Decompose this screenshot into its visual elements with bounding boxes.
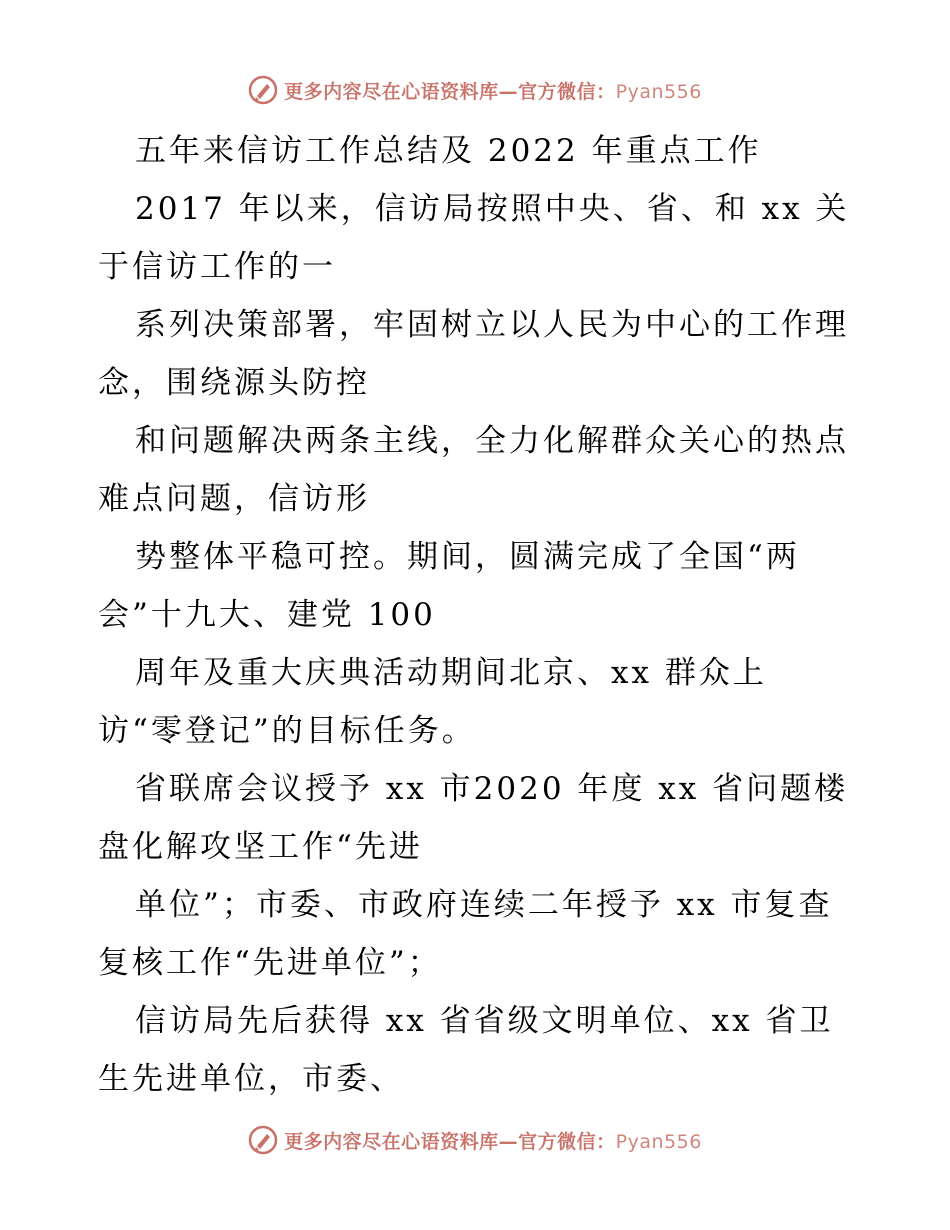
text-line: 信访局先后获得 xx 省省级文明单位、xx 省卫 xyxy=(135,1003,834,1039)
header-watermark xyxy=(0,70,950,110)
watermark-id: Pyan556 xyxy=(615,80,702,103)
text-line: 和问题解决两条主线，全力化解群众关心的热点 xyxy=(135,423,849,459)
text-line: 2017 年以来，信访局按照中央、省、和 xx 关 xyxy=(135,191,850,227)
document-title: 五年来信访工作总结及 2022 年重点工作 xyxy=(135,133,762,169)
text-line: 省联席会议授予 xx 市2020 年度 xx 省问题楼 xyxy=(135,771,849,807)
watermark-text xyxy=(284,77,702,104)
text-line: 盘化解攻坚工作“先进 xyxy=(98,829,423,865)
watermark-id: Pyan556 xyxy=(615,1130,702,1153)
watermark-label: 更多内容尽在心语资料库—官方微信： xyxy=(284,1130,616,1153)
text-line: 于信访工作的一 xyxy=(98,249,336,285)
text-line: 会”十九大、建党 100 xyxy=(98,597,436,633)
text-line: 单位”；市委、市政府连续二年授予 xx 市复查 xyxy=(135,887,833,923)
text-line: 复核工作“先进单位”； xyxy=(98,945,442,981)
watermark-label: 更多内容尽在心语资料库—官方微信： xyxy=(284,80,616,103)
text-line: 生先进单位，市委、 xyxy=(98,1061,404,1097)
footer-watermark xyxy=(0,1120,950,1160)
watermark-group xyxy=(248,1125,702,1155)
watermark-text xyxy=(284,1127,702,1154)
text-line: 难点问题，信访形 xyxy=(98,481,370,517)
text-line: 访“零登记”的目标任务。 xyxy=(98,713,476,749)
watermark-group xyxy=(248,75,702,105)
document-body xyxy=(98,122,868,1108)
text-line: 周年及重大庆典活动期间北京、xx 群众上 xyxy=(135,655,767,691)
text-line: 势整体平稳可控。期间，圆满完成了全国“两 xyxy=(135,539,800,575)
pen-seal-icon xyxy=(248,75,278,105)
pen-seal-icon xyxy=(248,1125,278,1155)
text-line: 系列决策部署，牢固树立以人民为中心的工作理 xyxy=(135,307,849,343)
text-line: 念，围绕源头防控 xyxy=(98,365,370,401)
